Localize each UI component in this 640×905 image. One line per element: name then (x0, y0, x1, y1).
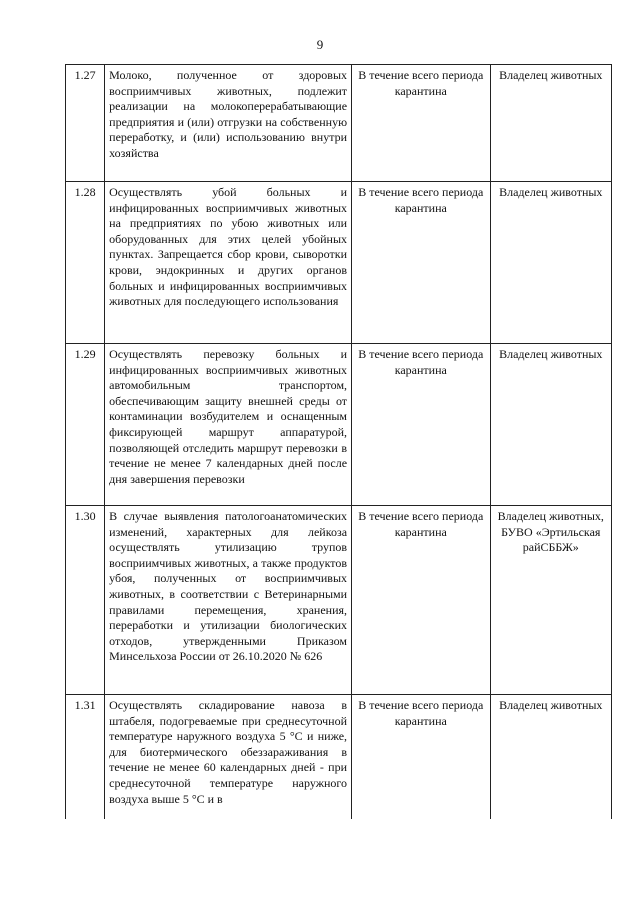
measure-text: Осуществлять перевозку больных и инфицированных восприимчивых животных автомобильным транспортом, обеспечивающим защиту внешней среды от контаминации возбудителем и оснащенным фиксирующей маршрут аппаратурой, позволяющей отследить маршрут перевозки в течение не менее 7 календарных дней после дня завершения перевозки (105, 344, 352, 506)
period-text: В течение всего периода карантина (352, 506, 491, 695)
table-row (66, 182, 612, 344)
measure-text: Молоко, полученное от здоровых восприимчивых животных, подлежит реализации на молокоперерабатывающие предприятия и (или) отгрузки на собственную переработку, и (или) использованию внутри хозяйства (105, 65, 352, 182)
responsible-text: Владелец животных (490, 65, 611, 182)
responsible-text: Владелец животных, БУВО «Эртильская райСББЖ» (490, 506, 611, 695)
row-number: 1.30 (66, 506, 105, 695)
table-row (66, 65, 612, 182)
row-number: 1.29 (66, 344, 105, 506)
measures-table (65, 64, 612, 819)
period-text: В течение всего периода карантина (352, 182, 491, 344)
period-text: В течение всего периода карантина (352, 695, 491, 820)
period-text: В течение всего периода карантина (352, 65, 491, 182)
period-text: В течение всего периода карантина (352, 344, 491, 506)
table-row (66, 506, 612, 695)
measure-text: В случае выявления патологоанатомических изменений, характерных для лейкоза осуществлять утилизацию трупов восприимчивых животных, а также продуктов убоя, полученных от восприимчивых животных, в соответствии с Ветеринарными правилами перемещения, хранения, переработки и утилизации биологических отходов, утвержденными Приказом Минсельхоза России от 26.10.2020 № 626 (105, 506, 352, 695)
measure-text: Осуществлять убой больных и инфицированных восприимчивых животных на предприятиях по убою животных или оборудованных для этих целей убойных пунктах. Запрещается сбор крови, сыворотки крови, эндокринных и других органов больных и инфицированных восприимчивых животных для последующего использования (105, 182, 352, 344)
row-number: 1.28 (66, 182, 105, 344)
measure-text: Осуществлять складирование навоза в штабеля, подогреваемые при среднесуточной температуре наружного воздуха 5 °С и ниже, для биотермического обеззараживания в течение не менее 60 календарных дней - при среднесуточной температуре наружного воздуха выше 5 °С и в (105, 695, 352, 820)
responsible-text: Владелец животных (490, 695, 611, 820)
page-number: 9 (316, 37, 324, 52)
table-row (66, 344, 612, 506)
table-row (66, 695, 612, 820)
responsible-text: Владелец животных (490, 344, 611, 506)
row-number: 1.27 (66, 65, 105, 182)
row-number: 1.31 (66, 695, 105, 820)
responsible-text: Владелец животных (490, 182, 611, 344)
